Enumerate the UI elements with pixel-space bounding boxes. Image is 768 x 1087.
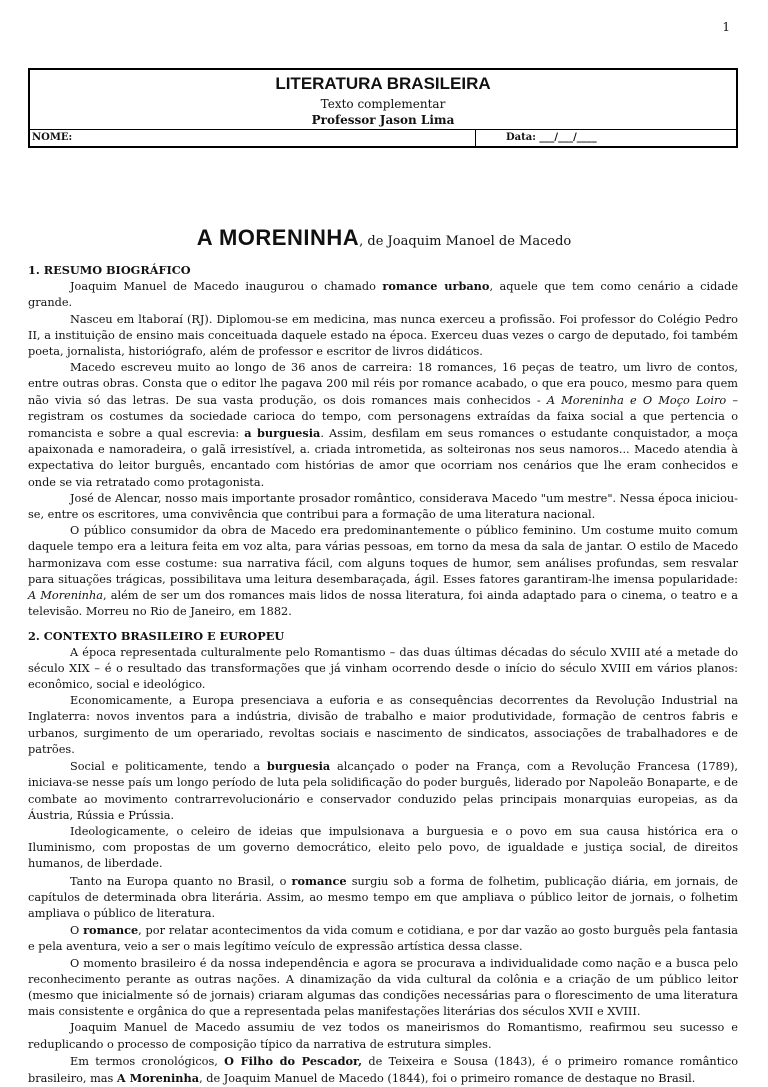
header-box (28, 68, 738, 148)
bold-text: a burguesia (244, 426, 321, 441)
text-run: O público consumidor da obra de Macedo era predominantemente o público feminino. Um costume muito comum daquele tempo era a leitura feita em voz alta, para várias pessoas, em torno da mesa da sala de jantar. O estilo de Macedo harmonizava com esse costume: sua narrativa fácil, com alguns toques de humor, sem análises profundas, sem resvalar para situações trágicas, possibilitava uma leitura desembaraçada, ágil. Esses fatores garantiram-lhe imensa popularidade: (28, 524, 738, 586)
paragraph (28, 956, 738, 1021)
text-run: Ideologicamente, o celeiro de ideias que impulsionava a burguesia e o povo em sua causa histórica era o Iluminismo, com propostas de um governo democrático, eleito pelo povo, de igualdade e justiça social, de direitos humanos, de liberdade. (28, 824, 738, 871)
name-field: NOME: (30, 130, 476, 146)
paragraph (28, 1020, 738, 1052)
bold-text: romance (83, 923, 139, 938)
paragraph (28, 824, 738, 873)
text-run: Economicamente, a Europa presenciava a euforia e as consequências decorrentes da Revolução Industrial na Inglaterra: novos inventos para a indústria, divisão de trabalho e maior produtividade, formação de centros fabris e urbanos, surgimento de um operariado, revoltas sociais e nascimento de sindicatos, associações de trabalhadores e de patrões. (28, 694, 738, 756)
title-main: A MORENINHA (196, 225, 360, 250)
document-title (0, 225, 768, 251)
page-number: 1 (722, 20, 730, 34)
text-run: Em termos cronológicos, (70, 1054, 225, 1068)
document-body (28, 262, 738, 1087)
paragraph (28, 278, 738, 311)
bold-text: burguesia (266, 759, 331, 774)
text-run: , aquele que tem como cenário a cidade grande. (28, 280, 738, 310)
paragraph (28, 523, 738, 620)
text-run: , além de ser um dos romances mais lidos de nossa literatura, foi ainda adaptado para o cinema, o teatro e a televisão. Morreu no Rio de Janeiro, em 1882. (28, 589, 738, 619)
italic-text: A Moreninha (28, 589, 103, 603)
bold-text: A Moreninha (116, 1070, 200, 1085)
bold-text: romance urbano (382, 279, 490, 294)
text-run: A época representada culturalmente pelo Romantismo – das duas últimas décadas do século XVIII até a metade do século XIX – é o resultado das transformações que já vinham ocorrendo desde o início do século XVIII em vários planos: econômico, social e ideológico. (28, 645, 738, 692)
header-title: LITERATURA BRASILEIRA (275, 74, 491, 93)
bold-text: romance (291, 873, 347, 888)
text-run: O momento brasileiro é da nossa independência e agora se procurava a individualidade como nação e a busca pelo reconhecimento perante as outras nações. A dinamização da vida cultural da colônia e a criação de um público leitor (mesmo que inicialmente só de jornais) criaram algumas das condições necessárias para o florescimento de uma literatura mais consistente e orgânica do que a representada pelas manifestações literárias dos séculos XVII e XVIII. (28, 956, 738, 1019)
text-run: de Teixeira e Sousa (1843), é o primeiro romance romântico brasileiro, mas (28, 1054, 738, 1085)
header-subtitle: Texto complementar (320, 97, 446, 111)
text-run: Joaquim Manuel de Macedo assumiu de vez todos os maneirismos do Romantismo, reafirmou seu sucesso e reduplicando o processo de composição típico da narrativa de estrutura simples. (28, 1021, 738, 1051)
paragraph (28, 873, 738, 923)
text-run: , de Joaquim Manuel de Macedo (1844), foi o primeiro romance de destaque no Brasil. (199, 1071, 696, 1085)
text-run: Tanto na Europa quanto no Brasil, o (70, 874, 292, 888)
text-run: Social e politicamente, tendo a (70, 760, 267, 774)
header-professor: Professor Jason Lima (311, 113, 455, 127)
text-run: alcançado o poder na França, com a Revolução Francesa (1789), iniciava-se nesse país um longo período de luta pela solidificação do poder burguês, liderado por Napoleão Bonaparte, e de combate ao movimento contrarrevolucionário e conservador conduzido pelas principais monarquias europeias, as da Áustria, Rússia e Prússia. (28, 760, 738, 822)
title-author: , de Joaquim Manoel de Macedo (359, 234, 572, 249)
text-run: surgiu sob a forma de folhetim, publicação diária, em jornais, de capítulos de determinada obra literária. Assim, ao mesmo tempo em que ampliava o público leitor de jornais, o folhetim ampliava o público de literatura. (28, 874, 738, 920)
italic-text: A Moreninha e O Moço Loiro (546, 393, 727, 407)
paragraph (28, 360, 738, 491)
paragraph (28, 312, 738, 361)
paragraph (28, 693, 738, 758)
text-run: José de Alencar, nosso mais importante prosador romântico, considerava Macedo "um mestre". Nessa época iniciou-se, entre os escritores, uma convivência que contribui para a formação de uma literatura nacional. (28, 491, 738, 522)
text-run: , por relatar acontecimentos da vida comum e cotidiana, e por dar vazão ao gosto burguês pela fantasia e pela aventura, veio a ser o mais legítimo veículo de expressão artística dessa classe. (28, 924, 738, 954)
date-field: Data: ___/___/____ (506, 132, 597, 143)
bold-text: O Filho do Pescador, (224, 1053, 363, 1068)
section-heading: 1. RESUMO BIOGRÁFICO (28, 263, 191, 277)
text-run: O (70, 924, 84, 938)
text-run: Nasceu em ltaboraí (RJ). Diplomou-se em medicina, mas nunca exerceu a profissão. Foi professor do Colégio Pedro II, a instituição de ensino mais conceituada daquele estado na época. Exerceu duas vezes o cargo de deputado, foi também poeta, jornalista, historiógrafo, além de professor e escritor de livros didáticos. (28, 312, 738, 359)
paragraph (28, 758, 738, 824)
text-run: . Assim, desfilam em seus romances o estudante conquistador, a moça apaixonada e namoradeira, o galã irresistível, a. criada intrometida, as solteironas nos seus namoros... Macedo atendia à expectativa do leitor burguês, encantado com histórias de amor que ocorriam nos cenários que lhe eram conhecidos e onde se via retratado como protagonista. (28, 427, 738, 489)
text-run: Macedo escreveu muito ao longo de 36 anos de carreira: 18 romances, 16 peças de teatro, um livro de contos, entre outras obras. Consta que o editor lhe pagava 200 mil réis por romance acabado, o que era pouco, mesmo para quem não vivia só das letras. De sua vasta produção, os dois romances mais conhecidos - (28, 361, 738, 407)
text-run: Joaquim Manuel de Macedo inaugurou o chamado (70, 280, 383, 294)
paragraph (28, 1053, 738, 1087)
paragraph (28, 491, 738, 523)
text-run: – registram os costumes da sociedade carioca do tempo, com personagens extraídas da faixa social a que pertencia o romancista e sobre a qual escrevia: (28, 393, 738, 441)
section-heading: 2. CONTEXTO BRASILEIRO E EUROPEU (28, 629, 285, 644)
paragraph (28, 922, 738, 955)
paragraph (28, 645, 738, 694)
